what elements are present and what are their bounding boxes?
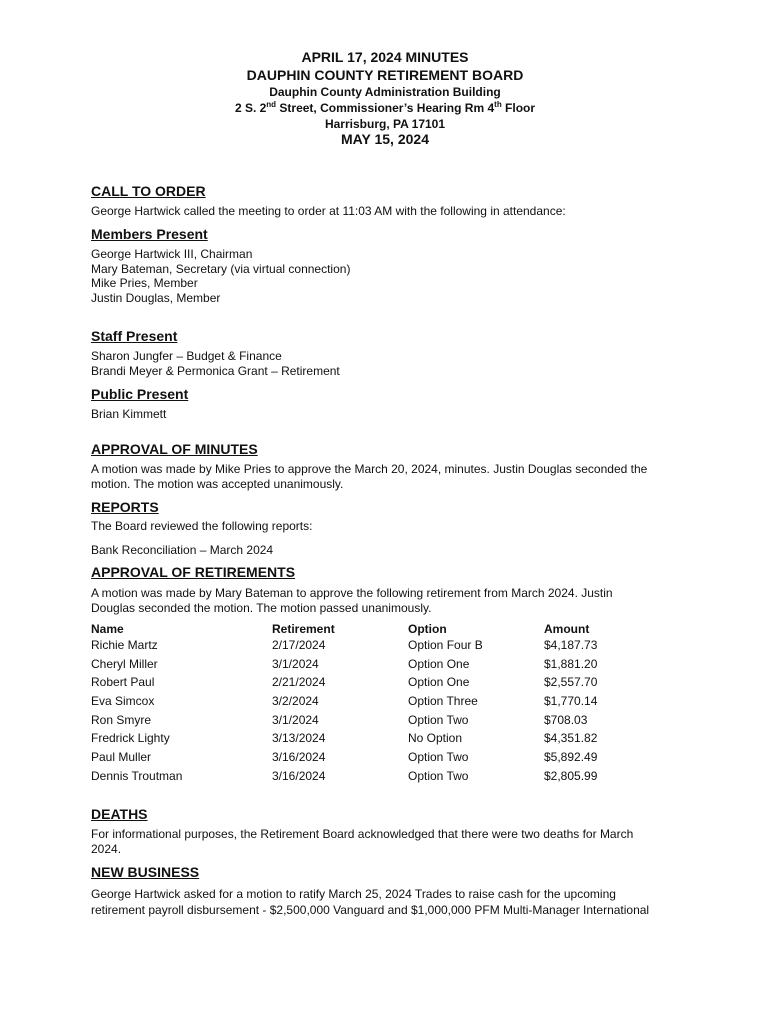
- new-business-text: retirement payroll disbursement - $2,500,000 Vanguard and $1,000,000 PFM Multi-Manager International: [91, 903, 650, 917]
- new-business-heading: NEW BUSINESS: [91, 864, 200, 880]
- member-item: George Hartwick III, Chairman: [91, 247, 253, 261]
- call-to-order-text: George Hartwick called the meeting to order at 11:03 AM with the following in attendance:: [91, 204, 566, 218]
- approval-of-minutes-heading: APPROVAL OF MINUTES: [91, 441, 258, 457]
- deaths-text: 2024.: [91, 842, 122, 856]
- member-item: Mike Pries, Member: [91, 276, 198, 290]
- retirements-text: Douglas seconded the motion. The motion passed unanimously.: [91, 601, 432, 615]
- table-row: Eva Simcox 3/2/2024 Option Three $1,770.14: [91, 694, 598, 708]
- reports-heading: REPORTS: [91, 499, 159, 515]
- meeting-date: MAY 15, 2024: [341, 131, 429, 147]
- approval-minutes-text: motion. The motion was accepted unanimously.: [91, 477, 344, 491]
- member-item: Mary Bateman, Secretary (via virtual connection): [91, 262, 351, 276]
- new-business-text: George Hartwick asked for a motion to ratify March 25, 2024 Trades to raise cash for the upcoming: [91, 887, 616, 901]
- public-item: Brian Kimmett: [91, 407, 167, 421]
- reports-text: The Board reviewed the following reports:: [91, 519, 313, 533]
- column-header-retirement: Retirement: [272, 622, 335, 636]
- street-address: 2 S. 2nd Street, Commissioner’s Hearing Rm 4th Floor: [234, 100, 536, 115]
- column-header-name: Name: [91, 622, 124, 636]
- retirements-table-header: [91, 621, 691, 637]
- staff-present-heading: Staff Present: [91, 328, 178, 344]
- table-row: Paul Muller 3/16/2024 Option Two $5,892.49: [91, 750, 598, 764]
- member-item: Justin Douglas, Member: [91, 291, 221, 305]
- staff-item: Sharon Jungfer – Budget & Finance: [91, 349, 282, 363]
- reports-item: Bank Reconciliation – March 2024: [91, 543, 274, 557]
- table-row: Dennis Troutman 3/16/2024 Option Two $2,805.99: [91, 769, 598, 783]
- table-row: Cheryl Miller 3/1/2024 Option One $1,881.20: [91, 657, 598, 671]
- public-present-heading: Public Present: [91, 386, 189, 402]
- column-header-amount: Amount: [544, 622, 590, 636]
- board-name: DAUPHIN COUNTY RETIREMENT BOARD: [246, 67, 524, 83]
- table-row: Ron Smyre 3/1/2024 Option Two $708.03: [91, 713, 588, 727]
- table-row: Fredrick Lighty 3/13/2024 No Option $4,351.82: [91, 731, 598, 745]
- members-present-heading: Members Present: [91, 226, 208, 242]
- retirements-text: A motion was made by Mary Bateman to approve the following retirement from March 2024. Justin: [91, 586, 613, 600]
- table-row: Richie Martz 2/17/2024 Option Four B $4,187.73: [91, 638, 598, 652]
- staff-item: Brandi Meyer & Permonica Grant – Retirement: [91, 364, 340, 378]
- column-header-option: Option: [408, 622, 447, 636]
- minutes-title: APRIL 17, 2024 MINUTES: [301, 49, 469, 65]
- building-name: Dauphin County Administration Building: [269, 85, 501, 99]
- call-to-order-heading: CALL TO ORDER: [91, 183, 206, 199]
- table-row: Robert Paul 2/21/2024 Option One $2,557.70: [91, 675, 598, 689]
- city-state: Harrisburg, PA 17101: [324, 117, 446, 131]
- approval-of-retirements-heading: APPROVAL OF RETIREMENTS: [91, 564, 296, 580]
- approval-minutes-text: A motion was made by Mike Pries to approve the March 20, 2024, minutes. Justin Douglas seconded the: [91, 462, 648, 476]
- deaths-text: For informational purposes, the Retirement Board acknowledged that there were two deaths for March: [91, 827, 634, 841]
- deaths-heading: DEATHS: [91, 806, 148, 822]
